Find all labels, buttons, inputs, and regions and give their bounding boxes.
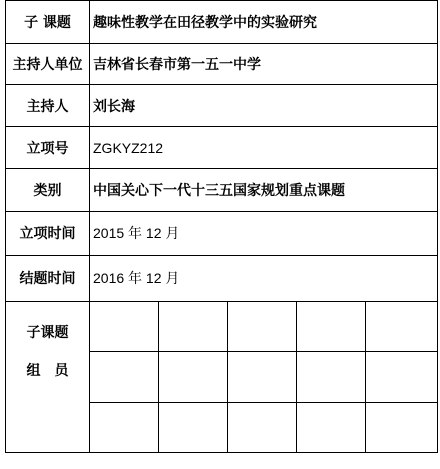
member-cell [297,301,366,351]
row-host [6,85,438,127]
host-value: 刘长海 [90,85,438,127]
member-cell [228,402,297,452]
member-label-cell [6,301,90,452]
row-completion-date [6,255,438,301]
member-cell [297,402,366,452]
completion-date-value: 2016 年 12 月 [90,255,438,301]
row-host-unit [6,44,438,85]
approval-date-label: 立项时间 [6,211,90,255]
member-cell [366,301,438,351]
member-cell [366,352,438,402]
completion-date-label: 结题时间 [6,255,90,301]
member-cell [159,402,228,452]
category-label: 类别 [6,169,90,211]
row-subtopic [6,1,438,44]
project-info-table [5,0,438,453]
host-label: 主持人 [6,85,90,127]
member-cell [90,402,159,452]
member-cell [297,352,366,402]
member-cell [228,352,297,402]
subtopic-value: 趣味性教学在田径教学中的实验研究 [90,1,438,44]
member-label-line2: 组员 [26,362,83,379]
approval-date-value: 2015 年 12 月 [90,211,438,255]
row-project-number [6,127,438,169]
member-cell [366,402,438,452]
member-cell [159,301,228,351]
member-label-line1: 子课题 [26,324,69,341]
subtopic-label: 子 课题 [6,1,90,44]
member-grid-row [6,301,438,351]
member-cell [90,301,159,351]
member-cell [90,352,159,402]
row-category [6,169,438,211]
category-value: 中国关心下一代十三五国家规划重点课题 [90,169,438,211]
member-cell [228,301,297,351]
member-cell [159,352,228,402]
row-approval-date [6,211,438,255]
project-number-label: 立项号 [6,127,90,169]
host-unit-label: 主持人单位 [6,44,90,85]
project-number-value: ZGKYZ212 [90,127,438,169]
host-unit-value: 吉林省长春市第一五一中学 [90,44,438,85]
